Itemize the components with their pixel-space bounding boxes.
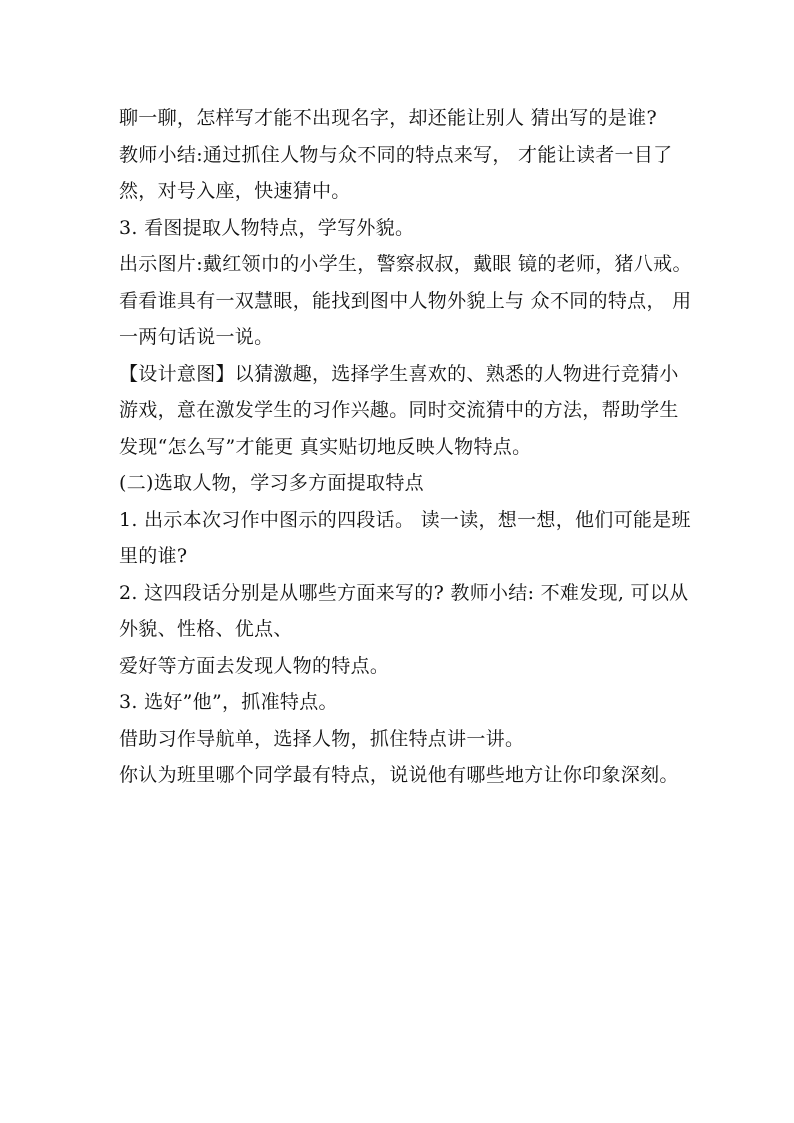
- text-line: 3. 选好”他”，抓准特点。: [119, 691, 338, 713]
- text-line: 里的谁?: [119, 545, 188, 567]
- body-text: [119, 100, 692, 794]
- text-line: 教师小结:通过抓住人物与众不同的特点来写， 才能让读者一目了: [119, 143, 673, 166]
- text-line: 出示图片:戴红领巾的小学生，警察叔叔，戴眼 镜的老师，猪八戒。: [119, 253, 692, 275]
- text-line: 2. 这四段话分别是从哪些方面来写的? 教师小结: 不难发现, 可以从: [119, 581, 689, 604]
- text-line: 1. 出示本次习作中图示的四段话。 读一读，想一想，他们可能是班: [119, 508, 691, 531]
- text-line: 外貌、性格、优点、: [119, 618, 293, 640]
- text-line: 【设计意图】以猜激趣，选择学生喜欢的、熟悉的人物进行竞猜小: [119, 362, 679, 385]
- text-line: 聊一聊，怎样写才能不出现名字，却还能让别人 猜出写的是谁?: [119, 107, 657, 129]
- text-line: 然，对号入座，快速猜中。: [119, 180, 351, 202]
- text-line: 借助习作导航单，选择人物，抓住特点讲一讲。: [119, 727, 525, 750]
- text-line: 看看谁具有一双慧眼，能找到图中人物外貌上与 众不同的特点， 用: [119, 289, 692, 312]
- text-line: 一两句话说一说。: [119, 326, 274, 348]
- text-line: 爱好等方面去发现人物的特点。: [119, 654, 390, 677]
- text-line: 发现“怎么写”才能更 真实贴切地反映人物特点。: [119, 435, 532, 458]
- section-heading: (二)选取人物，学习多方面提取特点: [119, 472, 424, 494]
- text-line: 你认为班里哪个同学最有特点，说说他有哪些地方让你印象深刻。: [119, 764, 679, 786]
- text-line: 3. 看图提取人物特点，学写外貌。: [119, 216, 415, 239]
- text-line: 游戏，意在激发学生的习作兴趣。同时交流猜中的方法，帮助学生: [119, 399, 679, 421]
